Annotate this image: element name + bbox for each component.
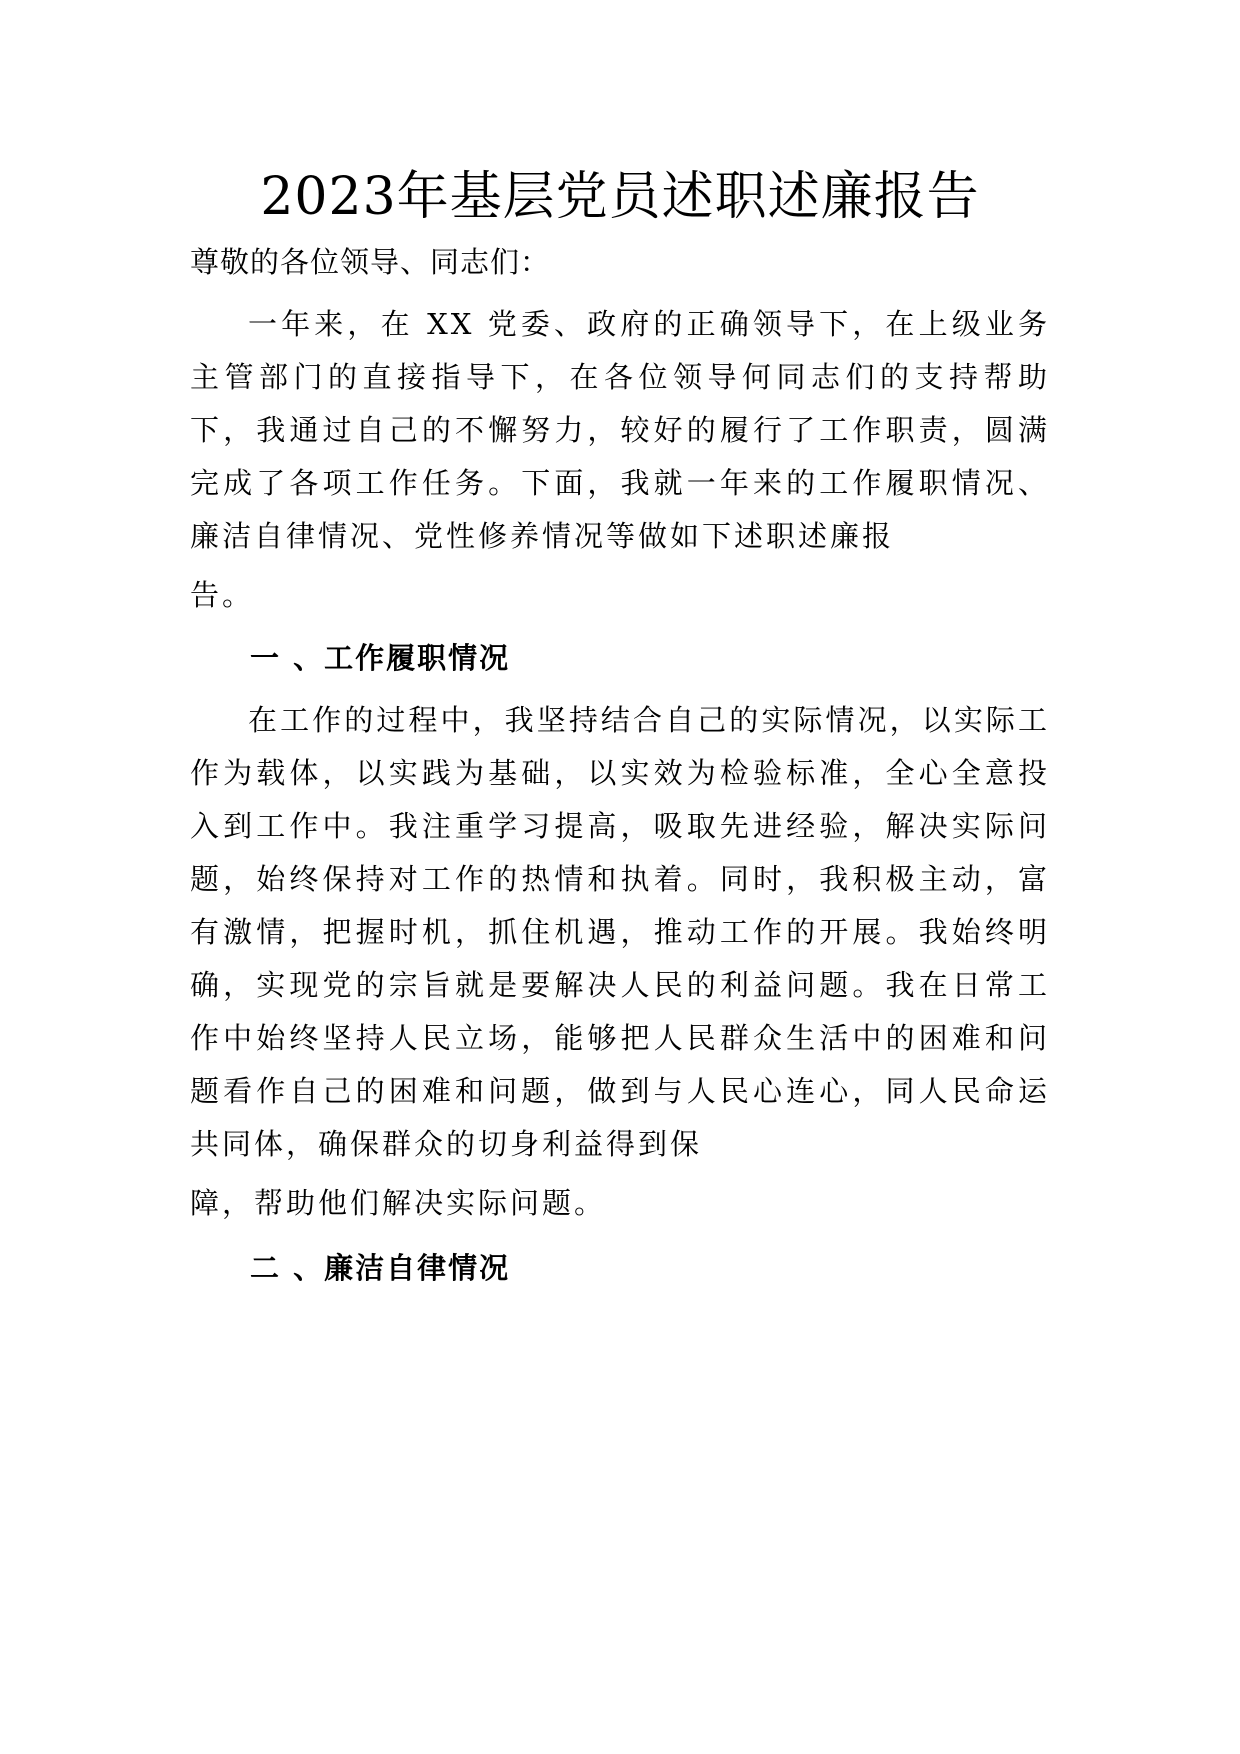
work-performance-paragraph-body: 在工作的过程中，我坚持结合自己的实际情况，以实际工作为载体，以实践为基础，以实效为检验标准，全心全意投入到工作中。我注重学习提高，吸取先进经验，解决实际问题，始终保持对工作的热情和执着。同时，我积极主动，富有激情，把握时机，抓住机遇，推动工作的开展。我始终明确，实现党的宗旨就是要解决人民的利益问题。我在日常工作中始终坚持人民立场，能够把人民群众生活中的困难和问题看作自己的困难和问题，做到与人民心连心，同人民命运共同体，确保群众的切身利益得到保 (190, 703, 1050, 1161)
work-performance-paragraph-tail: 障，帮助他们解决实际问题。 (190, 1186, 607, 1220)
salutation: 尊敬的各位领导、同志们： (190, 245, 551, 279)
document-title: 2023年基层党员述职述廉报告 (260, 167, 980, 227)
work-performance-paragraph (190, 694, 1050, 1230)
intro-paragraph-body: 一年来，在 XX 党委、政府的正确领导下，在上级业务主管部门的直接指导下，在各位领导何同志们的支持帮助下，我通过自己的不懈努力，较好的履行了工作职责，圆满完成了各项工作任务。下面，我就一年来的工作履职情况、廉洁自律情况、党性修养情况等做如下述职述廉报 (190, 307, 1050, 553)
section-heading-integrity: 二 、廉洁自律情况 (250, 1251, 511, 1285)
intro-paragraph-tail: 告。 (190, 578, 255, 612)
intro-paragraph (190, 298, 1050, 622)
section-heading-work-performance: 一 、工作履职情况 (250, 641, 511, 675)
